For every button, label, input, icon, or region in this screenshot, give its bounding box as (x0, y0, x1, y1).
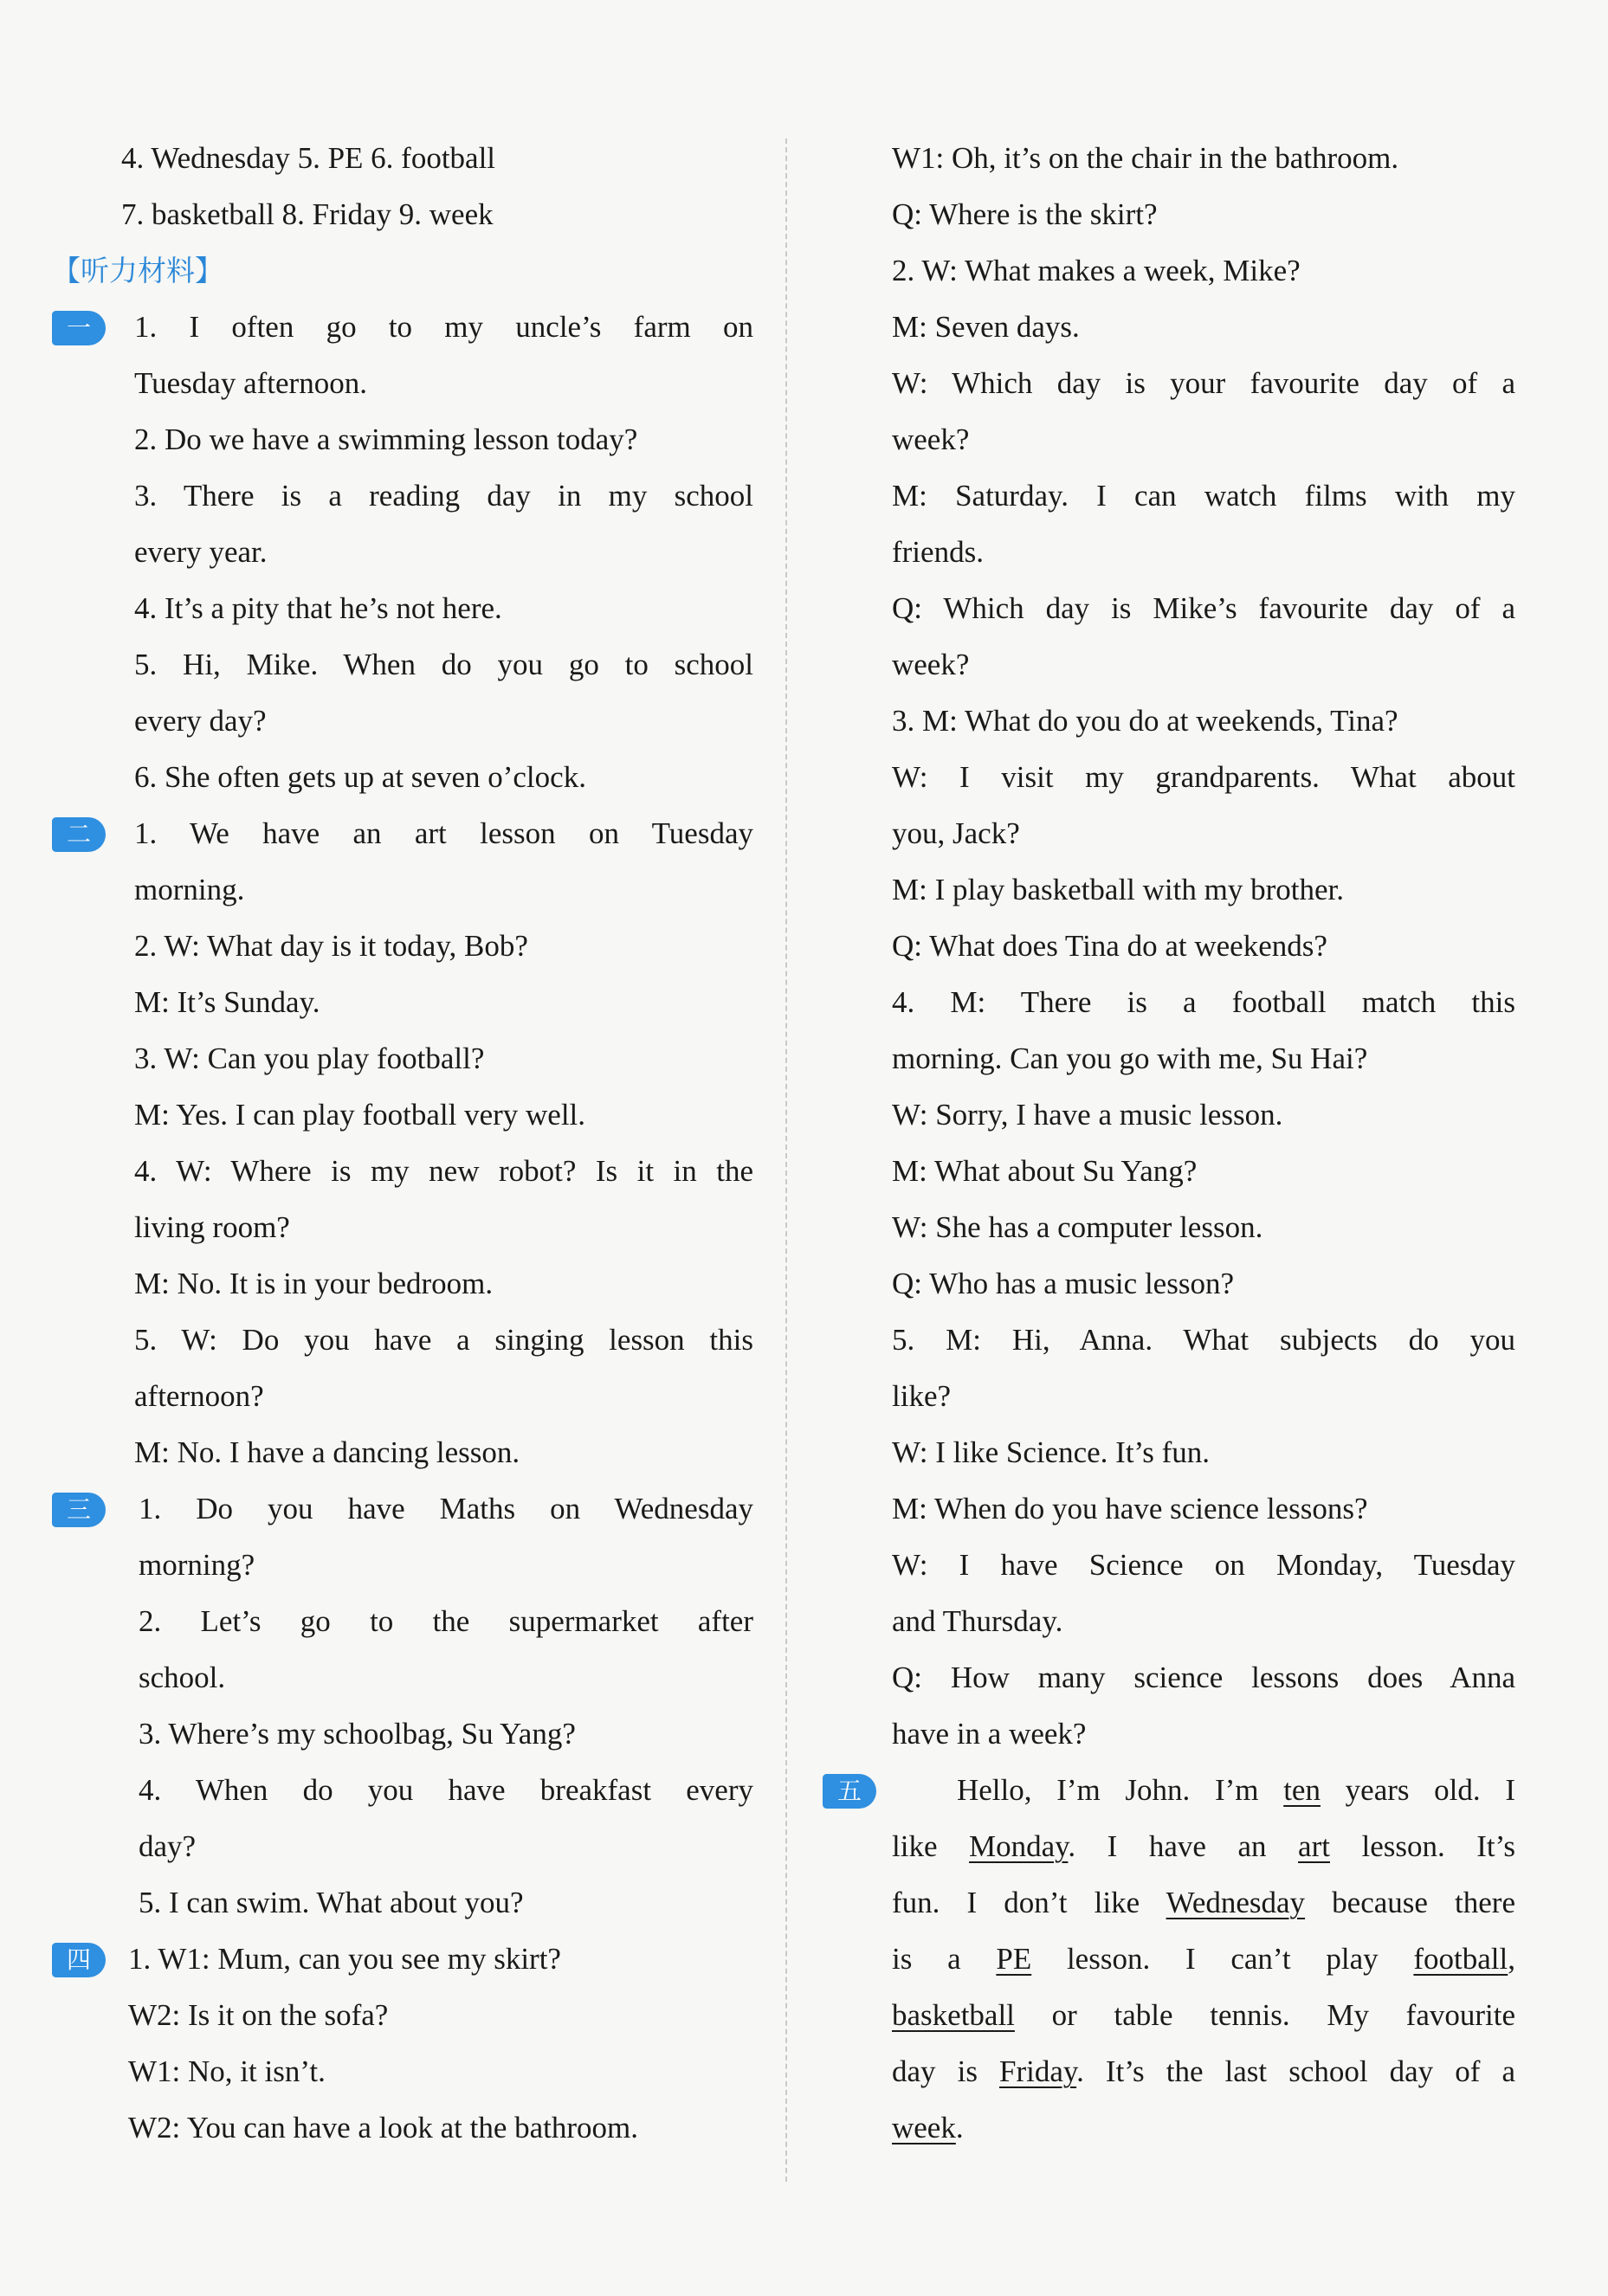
text-line (52, 411, 753, 468)
text-segment: or table tennis. My favourite (1014, 1998, 1515, 2032)
line-text: and Thursday. (892, 1604, 1063, 1638)
text-line (892, 1255, 1515, 1312)
text-segment: day is (892, 2054, 1000, 2088)
text-line (52, 1255, 753, 1312)
line-text: Q: Who has a music lesson? (892, 1267, 1234, 1300)
line-text: every day? (134, 704, 267, 738)
line-text: 4. When do you have breakfast every (139, 1773, 753, 1807)
text-line (892, 1706, 1515, 1762)
text-segment: is a (892, 1942, 997, 1976)
text-line (52, 2099, 753, 2156)
line-text: 5. Hi, Mike. When do you go to school (134, 648, 753, 681)
text-line (52, 299, 753, 355)
line-text (892, 1818, 1515, 1874)
text-line (52, 355, 753, 411)
line-text (892, 1987, 1515, 2043)
answer-blank: basketball (892, 1998, 1015, 2032)
line-text: like? (892, 1379, 952, 1413)
answer-blank: week (892, 2111, 956, 2144)
line-text: 4. M: There is a football match this (892, 985, 1515, 1019)
line-text: M: No. It is in your bedroom. (134, 1267, 494, 1300)
line-text: 5. I can swim. What about you? (139, 1886, 524, 1919)
text-line (892, 355, 1515, 411)
text-segment: like (892, 1829, 970, 1863)
text-line (52, 1087, 753, 1143)
text-line (52, 693, 753, 749)
text-line (52, 524, 753, 580)
line-text: M: Seven days. (892, 310, 1080, 344)
line-text: 2. W: What day is it today, Bob? (134, 929, 528, 963)
text-line (52, 1818, 753, 1874)
line-text: W2: Is it on the sofa? (128, 1998, 389, 2032)
text-line (892, 1649, 1515, 1706)
text-segment: , (1508, 1942, 1515, 1976)
line-text (892, 2043, 1515, 2099)
text-line (52, 918, 753, 974)
line-text: W: I like Science. It’s fun. (892, 1435, 1211, 1469)
text-segment: because there (1305, 1886, 1515, 1919)
answer-blank: art (1298, 1829, 1330, 1863)
line-text: 【听力材料】 (52, 254, 223, 287)
text-line (52, 1199, 753, 1255)
section-badge: 四 (52, 1943, 106, 1977)
text-line (52, 1312, 753, 1368)
text-line (892, 186, 1515, 242)
text-line (892, 1030, 1515, 1087)
text-line (892, 468, 1515, 524)
text-line (892, 130, 1515, 186)
line-text: 7. basketball 8. Friday 9. week (121, 197, 494, 231)
line-text: W: She has a computer lesson. (892, 1210, 1263, 1244)
text-line (52, 242, 753, 299)
line-text: 1. We have an art lesson on Tuesday (134, 816, 753, 850)
text-segment: lesson. It’s (1329, 1829, 1516, 1863)
line-text: M: It’s Sunday. (134, 985, 320, 1019)
line-text: M: No. I have a dancing lesson. (134, 1435, 520, 1469)
text-line (52, 636, 753, 693)
text-line (892, 1874, 1515, 1931)
right-column (836, 130, 1516, 2156)
line-text: 2. W: What makes a week, Mike? (892, 254, 1301, 287)
line-text: W1: No, it isn’t. (128, 2054, 326, 2088)
text-line (892, 974, 1515, 1030)
line-text: 5. M: Hi, Anna. What subjects do you (892, 1323, 1515, 1357)
text-segment: years old. I (1320, 1773, 1515, 1807)
text-line (52, 1368, 753, 1424)
text-line (836, 1762, 1515, 1818)
answer-blank: Monday (969, 1829, 1069, 1863)
line-text: W: I visit my grandparents. What about (892, 760, 1515, 794)
text-line (892, 636, 1515, 693)
text-line (52, 130, 753, 186)
answer-blank: PE (996, 1942, 1032, 1976)
text-line (52, 1143, 753, 1199)
answer-blank: football (1413, 1942, 1508, 1976)
line-text: week? (892, 422, 970, 456)
line-text: morning. (134, 873, 245, 906)
text-line (52, 186, 753, 242)
text-line (52, 2043, 753, 2099)
text-line (52, 1537, 753, 1593)
answer-blank: Wednesday (1166, 1886, 1306, 1919)
section-badge: 三 (52, 1493, 106, 1527)
text-segment: fun. I don’t like (892, 1886, 1166, 1919)
line-text (957, 1762, 1515, 1818)
text-line (892, 1987, 1515, 2043)
line-text: living room? (134, 1210, 290, 1244)
line-text: W: Sorry, I have a music lesson. (892, 1098, 1283, 1132)
text-line (892, 1199, 1515, 1255)
line-text: school. (139, 1661, 226, 1694)
line-text: you, Jack? (892, 816, 1020, 850)
text-line (892, 918, 1515, 974)
line-text: 1. I often go to my uncle’s farm on (134, 310, 753, 344)
text-line (892, 1143, 1515, 1199)
text-line (892, 1480, 1515, 1537)
line-text: week? (892, 648, 970, 681)
text-line (892, 1424, 1515, 1480)
line-text: 6. She often gets up at seven o’clock. (134, 760, 586, 794)
line-text: W1: Oh, it’s on the chair in the bathroom. (892, 141, 1399, 175)
text-segment: . I have an (1068, 1829, 1299, 1863)
text-segment: lesson. I can’t play (1031, 1942, 1414, 1976)
line-text: Q: What does Tina do at weekends? (892, 929, 1327, 963)
line-text: afternoon? (134, 1379, 264, 1413)
text-line (52, 749, 753, 805)
line-text: W: Which day is your favourite day of a (892, 366, 1515, 400)
line-text: day? (139, 1829, 197, 1863)
line-text: M: Saturday. I can watch films with my (892, 479, 1515, 513)
text-line (892, 1087, 1515, 1143)
line-text: morning. Can you go with me, Su Hai? (892, 1042, 1368, 1075)
text-line (892, 2043, 1515, 2099)
text-line (52, 1762, 753, 1818)
answer-blank: Friday (999, 2054, 1077, 2088)
column-divider (785, 139, 787, 2182)
text-line (52, 805, 753, 861)
text-line (892, 1537, 1515, 1593)
line-text: friends. (892, 535, 984, 569)
text-line (52, 1706, 753, 1762)
text-line (892, 1818, 1515, 1874)
line-text (892, 2099, 1515, 2156)
line-text: Q: Where is the skirt? (892, 197, 1158, 231)
line-text: 4. Wednesday 5. PE 6. football (121, 141, 496, 175)
text-line (892, 1368, 1515, 1424)
text-line (892, 411, 1515, 468)
line-text: M: What about Su Yang? (892, 1154, 1198, 1188)
text-line (892, 749, 1515, 805)
line-text: W: I have Science on Monday, Tuesday (892, 1548, 1515, 1582)
text-line (892, 693, 1515, 749)
text-line (892, 861, 1515, 918)
line-text (892, 1874, 1515, 1931)
line-text: 3. M: What do you do at weekends, Tina? (892, 704, 1398, 738)
text-line (892, 299, 1515, 355)
section-badge: 五 (823, 1774, 876, 1809)
line-text: W2: You can have a look at the bathroom. (128, 2111, 639, 2144)
line-text: 2. Do we have a swimming lesson today? (134, 422, 638, 456)
text-line (52, 468, 753, 524)
section-badge: 一 (52, 311, 106, 345)
text-line (52, 1030, 753, 1087)
line-text: M: Yes. I can play football very well. (134, 1098, 586, 1132)
text-segment: . (955, 2111, 964, 2144)
line-text: Tuesday afternoon. (134, 366, 367, 400)
line-text: Q: Which day is Mike’s favourite day of a (892, 591, 1515, 625)
text-segment: . It’s the last school day of a (1076, 2054, 1515, 2088)
line-text: M: When do you have science lessons? (892, 1492, 1368, 1525)
line-text: 1. W1: Mum, can you see my skirt? (128, 1942, 561, 1976)
text-line (52, 580, 753, 636)
text-line (52, 1987, 753, 2043)
text-line (892, 2099, 1515, 2156)
line-text: M: I play basketball with my brother. (892, 873, 1344, 906)
line-text: 3. There is a reading day in my school (134, 479, 753, 513)
text-line (52, 861, 753, 918)
text-line (892, 805, 1515, 861)
text-line (892, 524, 1515, 580)
line-text: 1. Do you have Maths on Wednesday (139, 1492, 753, 1525)
line-text: Q: How many science lessons does Anna (892, 1661, 1515, 1694)
line-text: 4. It’s a pity that he’s not here. (134, 591, 502, 625)
text-line (52, 974, 753, 1030)
line-text: 3. Where’s my schoolbag, Su Yang? (139, 1717, 576, 1751)
left-column (52, 130, 753, 2156)
line-text: morning? (139, 1548, 255, 1582)
text-line (892, 580, 1515, 636)
text-line (892, 1931, 1515, 1987)
text-line (52, 1931, 753, 1987)
text-line (892, 1312, 1515, 1368)
text-line (52, 1480, 753, 1537)
line-text: every year. (134, 535, 268, 569)
line-text (892, 1931, 1515, 1987)
section-badge: 二 (52, 817, 106, 852)
answer-blank: ten (1283, 1773, 1321, 1807)
line-text: have in a week? (892, 1717, 1087, 1751)
text-line (892, 1593, 1515, 1649)
line-text: 4. W: Where is my new robot? Is it in the (134, 1154, 753, 1188)
text-line (52, 1424, 753, 1480)
text-line (52, 1874, 753, 1931)
text-segment: Hello, I’m John. I’m (957, 1773, 1284, 1807)
text-line (52, 1649, 753, 1706)
line-text: 3. W: Can you play football? (134, 1042, 485, 1075)
text-line (892, 242, 1515, 299)
line-text: 2. Let’s go to the supermarket after (139, 1604, 753, 1638)
text-line (52, 1593, 753, 1649)
line-text: 5. W: Do you have a singing lesson this (134, 1323, 753, 1357)
